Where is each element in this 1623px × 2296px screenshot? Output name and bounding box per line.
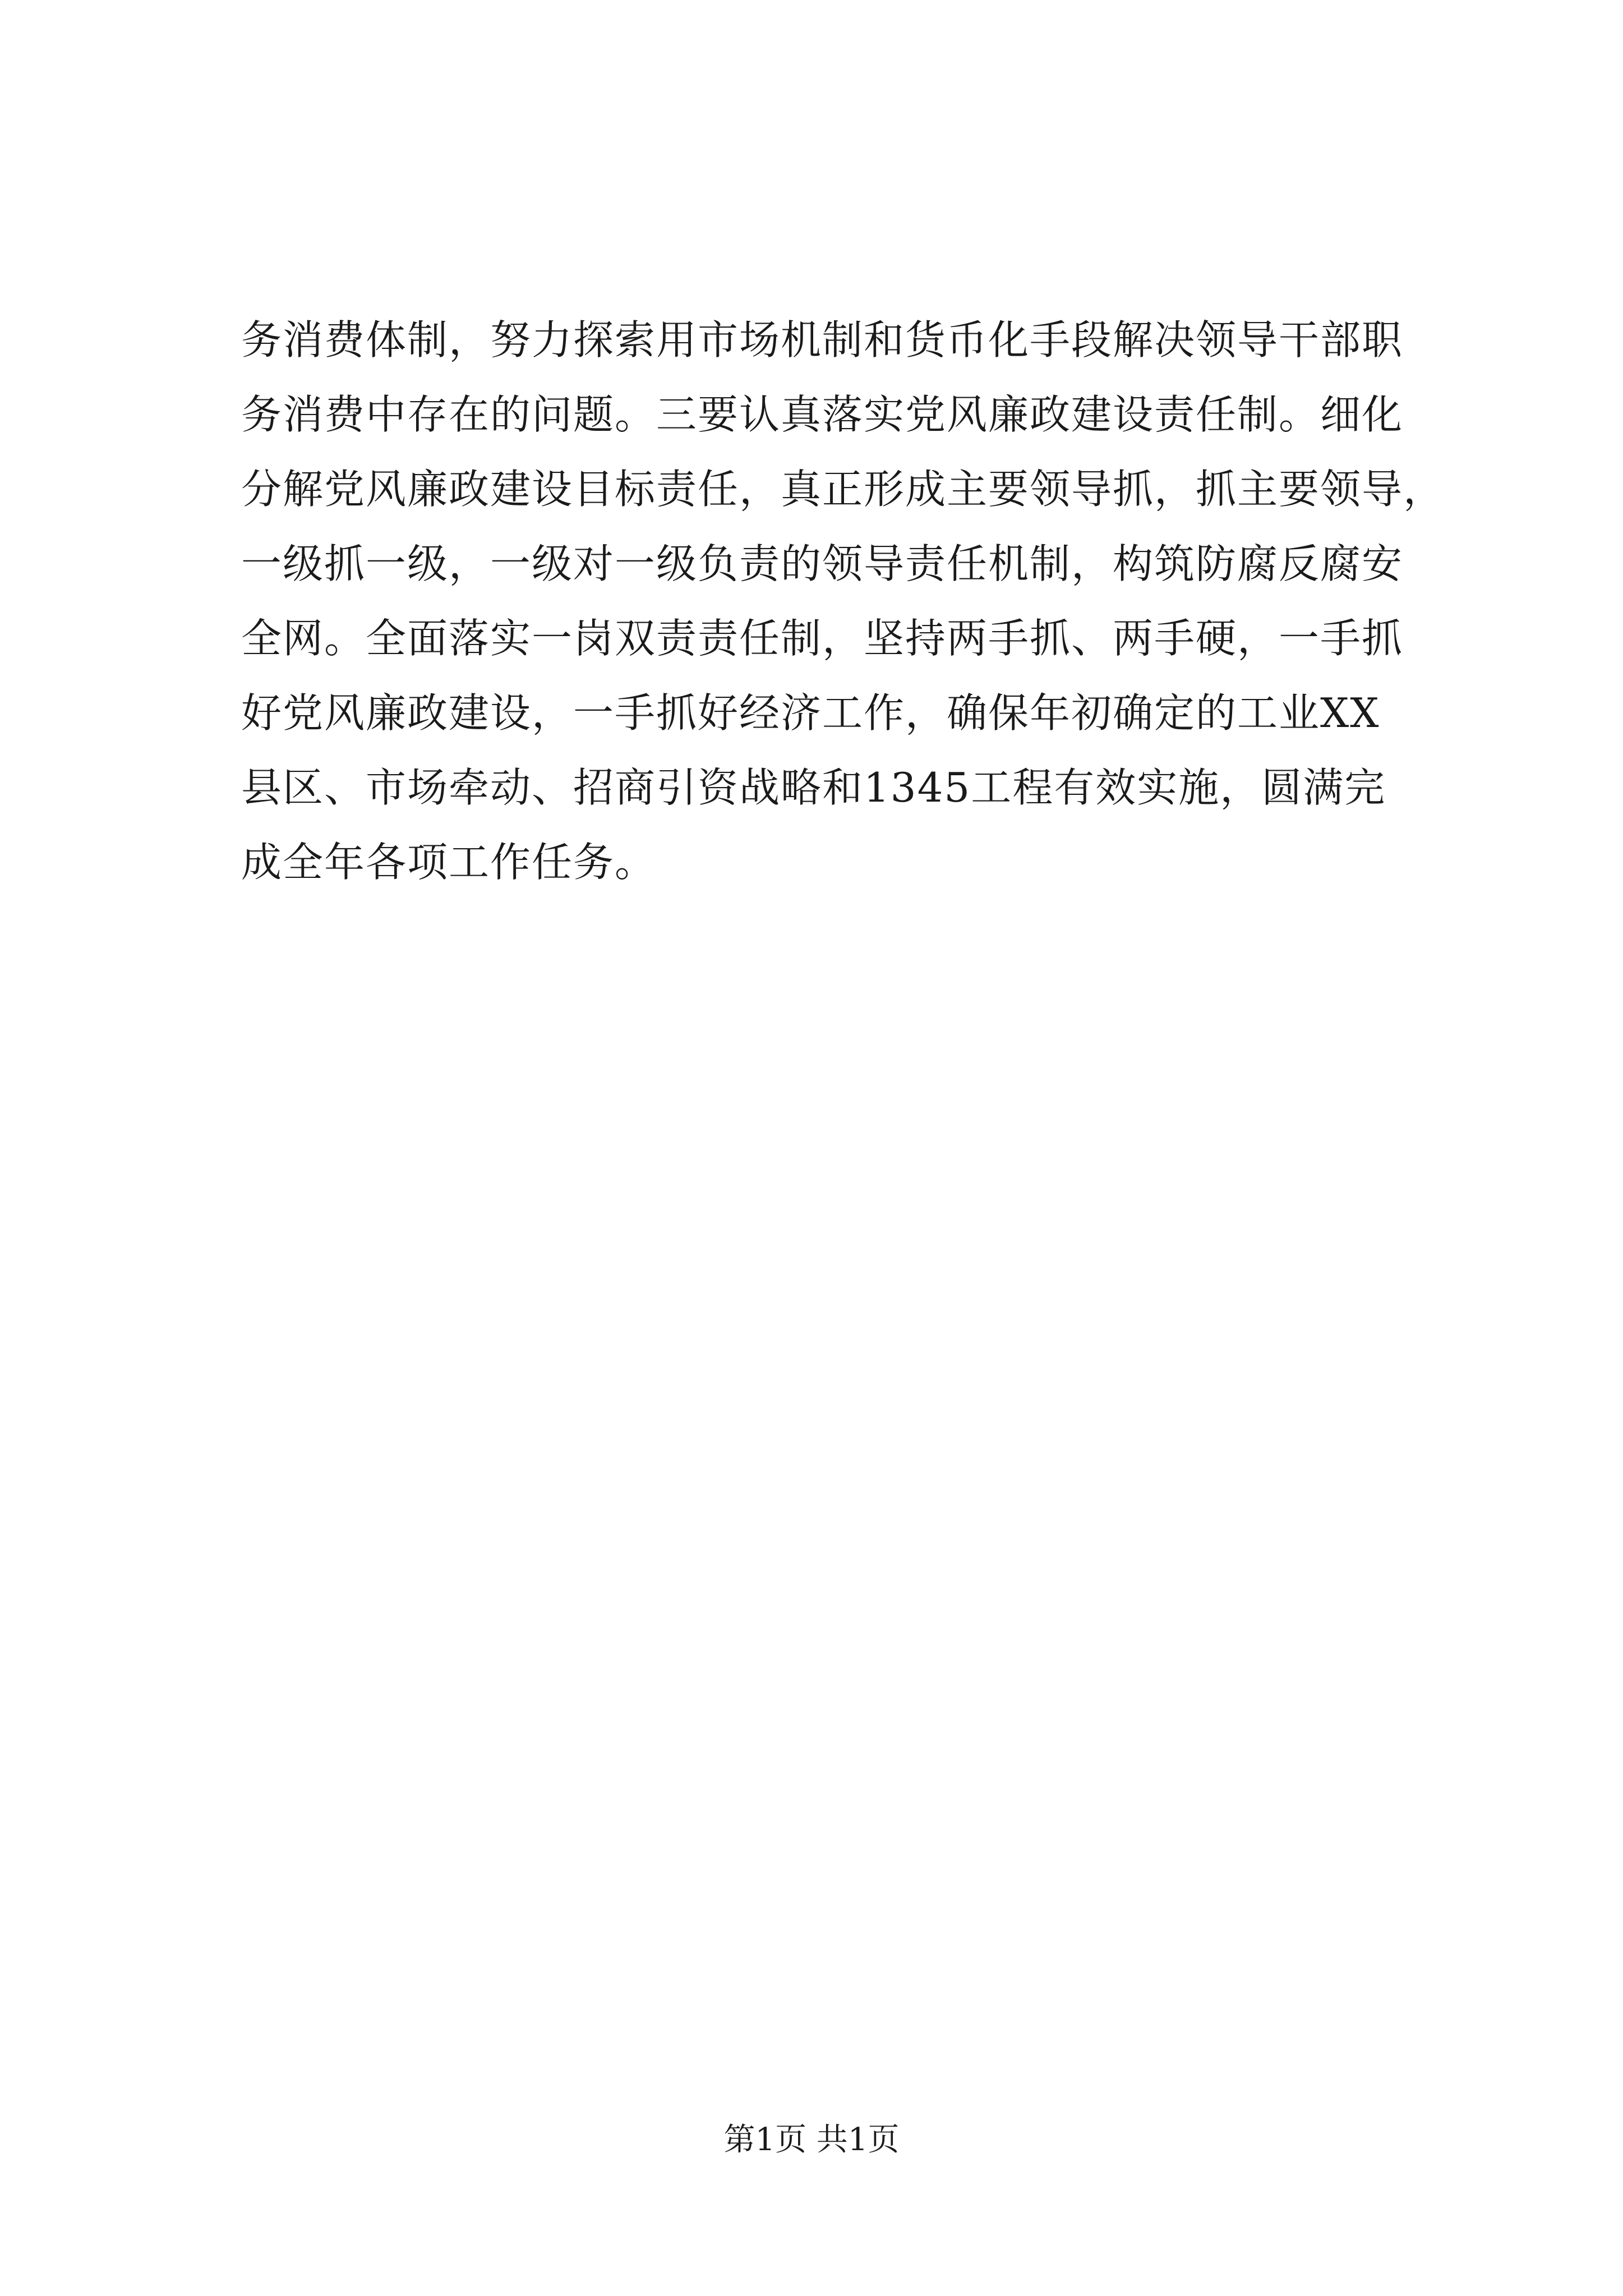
text-line: 分解党风廉政建设目标责任，真正形成主要领导抓，抓主要领导， (241, 466, 1445, 513)
text-line: 务消费中存在的问题。三要认真落实党风廉政建设责任制。细化 (241, 391, 1404, 438)
body-paragraph (241, 303, 1445, 900)
text-line: 好党风廉政建设，一手抓好经济工作，确保年初确定的工业XX (241, 689, 1380, 737)
page-footer: 第1页 共1页 (723, 2122, 900, 2158)
text-line: 县区、市场牵动、招商引资战略和1345工程有效实施，圆满完 (241, 764, 1386, 811)
text-line: 成全年各项工作任务。 (241, 839, 657, 886)
text-line: 务消费体制，努力探索用市场机制和货币化手段解决领导干部职 (241, 316, 1404, 364)
text-line: 一级抓一级，一级对一级负责的领导责任机制，构筑防腐反腐安 (241, 540, 1404, 587)
text-line: 全网。全面落实一岗双责责任制，坚持两手抓、两手硬，一手抓 (241, 615, 1404, 662)
